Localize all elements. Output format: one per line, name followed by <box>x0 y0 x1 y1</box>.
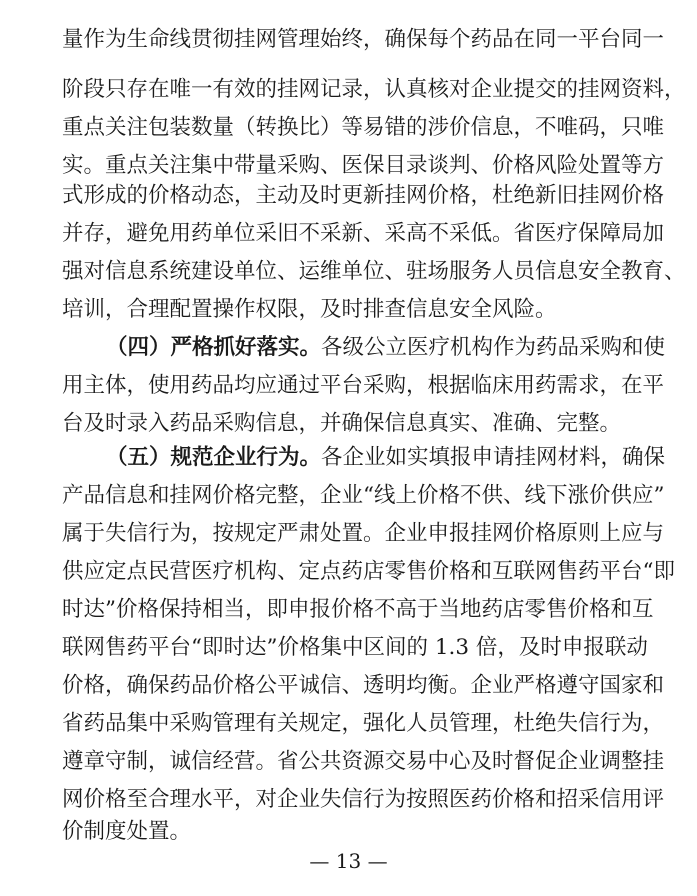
section-four-heading: （四）严格抓好落实。 <box>106 335 322 360</box>
body-line: 网价格至合理水平，对企业失信行为按照医药价格和招采信用评 <box>62 787 665 812</box>
body-line: 台及时录入药品采购信息，并确保信息真实、准确、完整。 <box>62 411 622 436</box>
body-line: 培训，合理配置操作权限，及时排查信息安全风险。 <box>62 297 557 322</box>
body-line: 量作为生命线贯彻挂网管理始终，确保每个药品在同一平台同一 <box>62 27 665 52</box>
body-line: 实。重点关注集中带量采购、医保目录谈判、价格风险处置等方 <box>62 153 665 178</box>
body-line: 联网售药平台“即时达”价格集中区间的 1.3 倍，及时申报联动 <box>62 635 648 660</box>
body-line: 省药品集中采购管理有关规定，强化人员管理，杜绝失信行为， <box>62 711 665 736</box>
body-line: 强对信息系统建设单位、运维单位、驻场服务人员信息安全教育、 <box>62 259 686 284</box>
body-line: 重点关注包装数量（转换比）等易错的涉价信息，不唯码，只唯 <box>62 115 665 140</box>
body-line: 阶段只存在唯一有效的挂网记录，认真核对企业提交的挂网资料， <box>62 77 686 102</box>
body-line: 遵章守制，诚信经营。省公共资源交易中心及时督促企业调整挂 <box>62 749 665 774</box>
body-line: 时达”价格保持相当，即申报价格不高于当地药店零售价格和互 <box>62 597 654 622</box>
section-five-heading: （五）规范企业行为。 <box>106 445 322 470</box>
section-five-first-text: 各企业如实填报申请挂网材料，确保 <box>321 445 666 470</box>
body-line: 供应定点民营医疗机构、定点药店零售价格和互联网售药平台“即 <box>62 559 675 584</box>
body-line: 属于失信行为，按规定严肃处置。企业申报挂网价格原则上应与 <box>62 521 665 546</box>
section-four-first-text: 各级公立医疗机构作为药品采购和使 <box>321 335 666 360</box>
body-line: 产品信息和挂网价格完整，企业“线上价格不供、线下涨价供应” <box>62 483 665 508</box>
body-line: 价格，确保药品价格公平诚信、透明均衡。企业严格遵守国家和 <box>62 673 665 698</box>
page-number: — 13 — <box>309 849 388 873</box>
body-line: 式形成的价格动态，主动及时更新挂网价格，杜绝新旧挂网价格 <box>62 183 665 208</box>
section-five-first-line <box>106 438 666 478</box>
body-line: 用主体，使用药品均应通过平台采购，根据临床用药需求，在平 <box>62 373 665 398</box>
body-line: 价制度处置。 <box>62 819 192 844</box>
body-line: 并存，避免用药单位采旧不采新、采高不采低。省医疗保障局加 <box>62 221 665 246</box>
section-four-first-line <box>106 328 666 368</box>
